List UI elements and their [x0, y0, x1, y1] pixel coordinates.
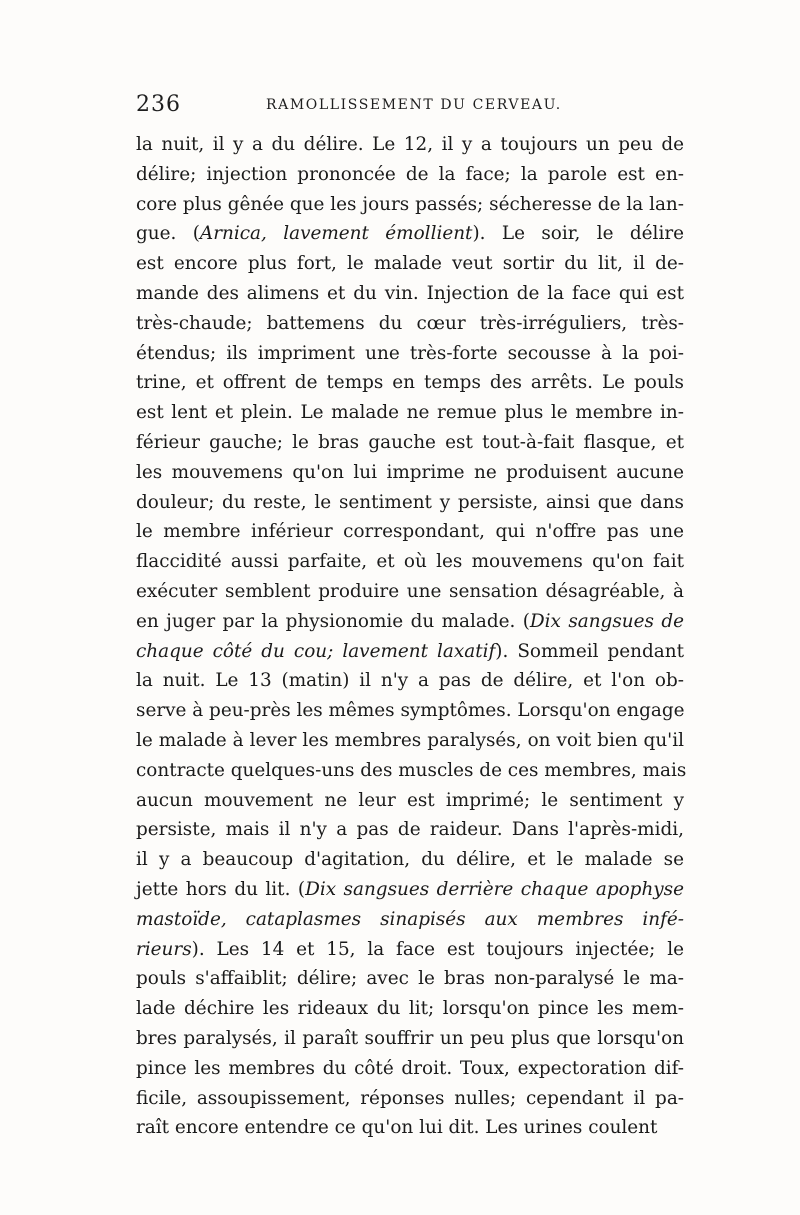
- text-segment: raît encore entendre ce qu'on lui dit. Les urines coulent: [136, 1117, 658, 1139]
- text-segment: trine, et offrent de temps en temps des arrêts. Le pouls: [136, 372, 684, 394]
- italic-text-segment: Dix sangsues de: [529, 610, 684, 632]
- text-line: [136, 190, 684, 220]
- text-segment: délire; injection prononcée de la face; la parole est en-: [136, 163, 684, 185]
- text-line: [136, 607, 684, 637]
- text-segment: pince les membres du côté droit. Toux, expectoration dif-: [136, 1057, 684, 1079]
- text-line: [136, 815, 684, 845]
- text-line: [136, 160, 684, 190]
- text-segment: contracte quelques-uns des muscles de ces membres, mais: [136, 759, 687, 781]
- text-segment: la nuit. Le 13 (matin) il n'y a pas de délire, et l'on ob-: [136, 670, 684, 692]
- text-segment: pouls s'affaiblit; délire; avec le bras non-paralysé le ma-: [136, 968, 684, 990]
- text-line: [136, 1084, 684, 1114]
- text-line: [136, 368, 684, 398]
- text-segment: aucun mouvement ne leur est imprimé; le sentiment y: [136, 789, 684, 811]
- text-line: [136, 935, 684, 965]
- text-line: [136, 309, 684, 339]
- text-segment: ). Sommeil pendant: [495, 640, 684, 662]
- text-segment: très-chaude; battemens du cœur très-irréguliers, très-: [136, 312, 684, 334]
- text-segment: core plus gênée que les jours passés; sécheresse de la lan-: [136, 193, 684, 215]
- text-line: [136, 488, 684, 518]
- text-segment: douleur; du reste, le sentiment y persiste, ainsi que dans: [136, 491, 684, 513]
- text-segment: bres paralysés, il paraît souffrir un peu plus que lorsqu'on: [136, 1027, 684, 1049]
- italic-text-segment: rieurs: [136, 938, 192, 960]
- text-line: [136, 130, 684, 160]
- text-segment: ). Le soir, le délire: [472, 223, 684, 245]
- text-segment: persiste, mais il n'y a pas de raideur. Dans l'après-midi,: [136, 819, 684, 841]
- text-line: [136, 547, 684, 577]
- text-segment: exécuter semblent produire une sensation désagréable, à: [136, 580, 684, 602]
- page-header: [136, 92, 684, 122]
- running-head: RAMOLLISSEMENT DU CERVEAU.: [266, 97, 562, 113]
- page-number: 236: [136, 92, 181, 117]
- italic-text-segment: Dix sangsues derrière chaque apophyse: [305, 878, 684, 900]
- text-line: [136, 458, 684, 488]
- text-segment: en juger par la physionomie du malade. (: [136, 610, 530, 632]
- text-line: [136, 994, 684, 1024]
- text-segment: jette hors du lit. (: [136, 878, 306, 900]
- text-segment: mande des alimens et du vin. Injection de la face qui est: [136, 282, 684, 304]
- text-segment: étendus; ils impriment une très-forte secousse à la poi-: [136, 342, 684, 364]
- text-line: [136, 398, 684, 428]
- text-segment: ficile, assoupissement, réponses nulles; cependant il pa-: [136, 1087, 684, 1109]
- text-segment: le malade à lever les membres paralysés, on voit bien qu'il: [136, 729, 684, 751]
- text-line: [136, 279, 684, 309]
- text-line: [136, 249, 684, 279]
- text-line: [136, 786, 684, 816]
- text-segment: la nuit, il y a du délire. Le 12, il y a toujours un peu de: [136, 134, 684, 155]
- text-line: [136, 1113, 684, 1143]
- text-segment: férieur gauche; le bras gauche est tout-à-fait flasque, et: [136, 431, 684, 453]
- italic-text-segment: Arnica, lavement émollient: [199, 223, 473, 245]
- text-segment: flaccidité aussi parfaite, et où les mouvemens qu'on fait: [136, 551, 684, 573]
- text-line: [136, 577, 684, 607]
- text-line: [136, 756, 687, 786]
- text-segment: serve à peu-près les mêmes symptômes. Lorsqu'on engage: [136, 700, 685, 722]
- text-segment: gue. (: [136, 223, 200, 245]
- italic-text-segment: chaque côté du cou; lavement laxatif: [136, 640, 496, 662]
- text-line: [136, 517, 684, 547]
- text-line: [136, 219, 684, 249]
- text-line: [136, 428, 684, 458]
- text-line: [136, 696, 684, 726]
- text-line: [136, 875, 684, 905]
- text-line: [136, 339, 684, 369]
- italic-text-segment: mastoïde, cataplasmes sinapisés aux membres infé-: [136, 908, 684, 930]
- text-segment: il y a beaucoup d'agitation, du délire, et le malade se: [136, 849, 684, 871]
- body-text: [136, 130, 687, 1143]
- text-segment: est encore plus fort, le malade veut sortir du lit, il de-: [136, 253, 684, 275]
- text-line: [136, 964, 684, 994]
- text-segment: le membre inférieur correspondant, qui n'offre pas une: [136, 521, 684, 543]
- text-line: [136, 637, 684, 667]
- text-segment: ). Les 14 et 15, la face est toujours injectée; le: [191, 938, 684, 960]
- text-segment: les mouvemens qu'on lui imprime ne produisent aucune: [136, 461, 684, 483]
- text-line: [136, 845, 684, 875]
- text-line: [136, 1024, 684, 1054]
- text-segment: est lent et plein. Le malade ne remue plus le membre in-: [136, 402, 684, 424]
- text-line: [136, 1054, 684, 1084]
- text-line: [136, 726, 684, 756]
- text-line: [136, 666, 684, 696]
- text-segment: lade déchire les rideaux du lit; lorsqu'on pince les mem-: [136, 998, 684, 1020]
- text-line: [136, 905, 684, 935]
